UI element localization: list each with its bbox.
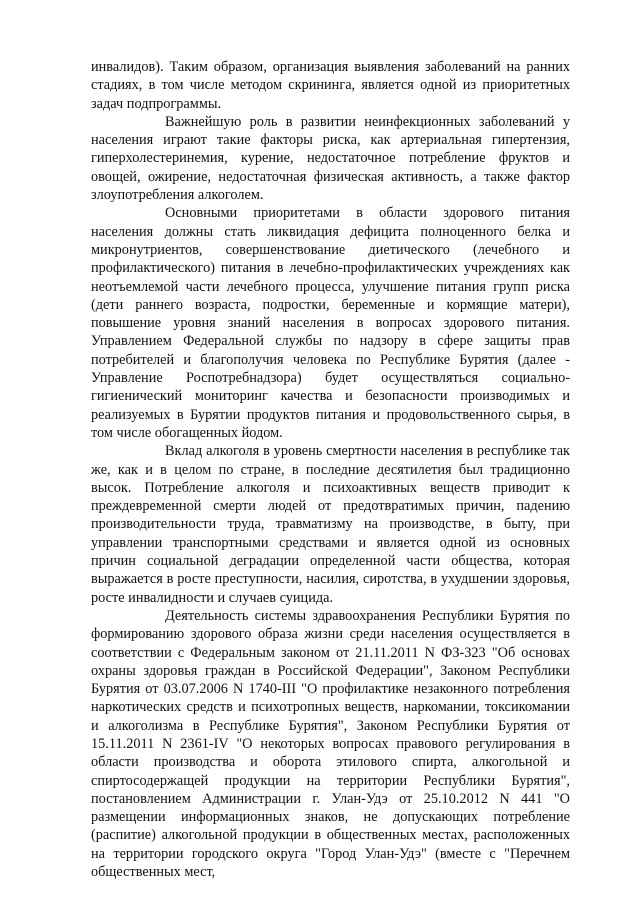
paragraph-5: Деятельность системы здравоохранения Республики Бурятия по формированию здорового образа жизни среди населения осуществляется в соответствии с Федеральным законом от 21.11.2011 N ФЗ-323 "Об основах охраны здоровья граждан в Российской Федерации", Законом Республики Бурятия от 03.07.2006 N 1740-III "О профилактике незаконного потребления наркотических средств и психотропных веществ, наркомании, токсикомании и алкоголизма в Республике Бурятия", Законом Республики Бурятия от 15.11.2011 N 2361-IV "О некоторых вопросах правового регулирования в области производства и оборота этилового спирта, алкогольной и спиртосодержащей продукции на территории Республики Бурятия", постановлением Администрации г. Улан-Удэ от 25.10.2012 N 441 "О размещении информационных знаков, не допускающих потребление (распитие) алкогольной продукции в общественных местах, расположенных на территории городского округа "Город Улан-Удэ" (вместе с "Перечнем общественных мест, — [91, 607, 570, 881]
paragraph-4: Вклад алкоголя в уровень смертности населения в республике так же, как и в целом по стране, в последние десятилетия был традиционно высок. Потребление алкоголя и психоактивных веществ приводит к преждевременной смерти людей от предотвратимых причин, падению производительности труда, травматизму на производстве, в быту, при управлении транспортными средствами и является одной из основных причин социальной деградации определенной части общества, которая выражается в росте преступности, насилия, сиротства, в ухудшении здоровья, росте инвалидности и случаев суицида. — [91, 443, 570, 606]
paragraph-3: Основными приоритетами в области здорового питания населения должны стать ликвидация дефицита полноценного белка и микронутриентов, совершенствование диетического (лечебного и профилактического) питания в лечебно-профилактических учреждениях как неотъемлемой части лечебного процесса, улучшение питания групп риска (дети раннего возраста, подростки, беременные и кормящие матери), повышение уровня знаний населения в вопросах здорового питания. Управлением Федеральной службы по надзору в сфере защиты прав потребителей и благополучия человека по Республике Бурятия (далее - Управление Роспотребнадзора) будет осуществляться социально-гигиенический мониторинг качества и безопасности производимых и реализуемых в Бурятии продуктов питания и продовольственного сырья, в том числе обогащенных йодом. — [91, 205, 570, 441]
document-page — [91, 58, 570, 881]
paragraph-1: инвалидов). Таким образом, организация выявления заболеваний на ранних стадиях, в том числе методом скрининга, является одной из приоритетных задач подпрограммы. — [91, 59, 570, 112]
paragraph-2: Важнейшую роль в развитии неинфекционных заболеваний у населения играют такие факторы риска, как артериальная гипертензия, гиперхолестеринемия, курение, недостаточное потребление фруктов и овощей, ожирение, недостаточная физическая активность, а также фактор злоупотребления алкоголем. — [91, 113, 570, 204]
